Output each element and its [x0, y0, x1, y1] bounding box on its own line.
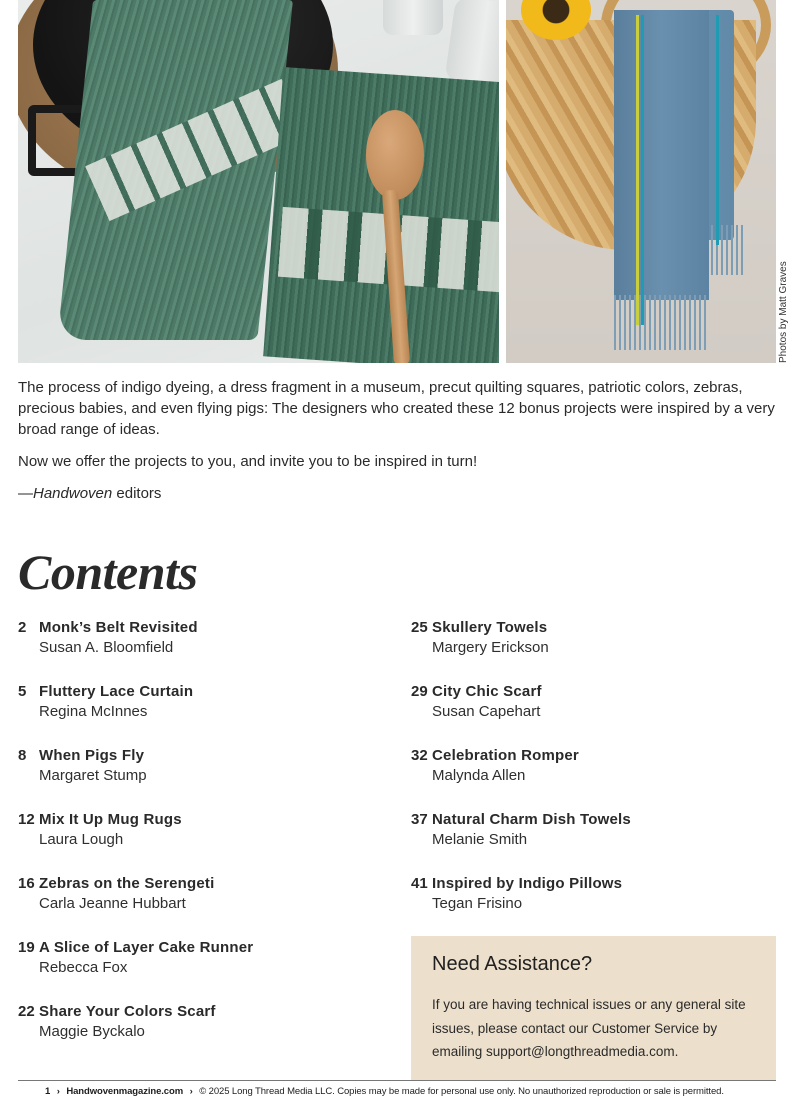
page-number: 1: [45, 1086, 51, 1097]
scarf-stripe: [716, 15, 719, 245]
website-link[interactable]: Handwovenmagazine.com: [66, 1086, 184, 1097]
toc-item[interactable]: [411, 618, 781, 682]
toc-page-number: 37: [411, 811, 428, 828]
toc-page-number: 29: [411, 683, 428, 700]
toc-author: Melanie Smith: [432, 831, 528, 848]
toc-item[interactable]: [18, 874, 388, 938]
chevron-right-icon: ›: [189, 1086, 193, 1097]
toc-page-number: 25: [411, 619, 428, 636]
chevron-right-icon: ›: [56, 1086, 60, 1097]
photo-skullery-towels: [18, 0, 499, 363]
toc-page-number: 41: [411, 875, 428, 892]
toc-author: Laura Lough: [39, 831, 124, 848]
toc-project-title[interactable]: Monk’s Belt Revisited: [39, 619, 198, 636]
toc-page-number: 8: [18, 747, 27, 764]
toc-item[interactable]: [18, 682, 388, 746]
contents-heading: Contents: [18, 544, 198, 600]
toc-page-number: 19: [18, 939, 35, 956]
pepper-shaker: [444, 0, 499, 89]
scarf-stripe: [636, 15, 639, 325]
toc-item[interactable]: [18, 1002, 388, 1066]
intro-text: [18, 377, 778, 515]
toc-project-title[interactable]: A Slice of Layer Cake Runner: [39, 939, 254, 956]
toc-project-title[interactable]: Celebration Romper: [432, 747, 579, 764]
toc-project-title[interactable]: Fluttery Lace Curtain: [39, 683, 194, 700]
toc-project-title[interactable]: Inspired by Indigo Pillows: [432, 875, 623, 892]
scarf-fringe: [614, 295, 709, 350]
toc-item[interactable]: [411, 682, 781, 746]
assistance-title: Need Assistance?: [432, 953, 593, 975]
assistance-text: If you are having technical issues or any general site issues, please contact our Customer Service by emailing: [432, 997, 746, 1059]
toc-item[interactable]: [18, 618, 388, 682]
toc-author: Susan Capehart: [432, 703, 541, 720]
toc-author: Malynda Allen: [432, 767, 526, 784]
support-email-link[interactable]: support@longthreadmedia.com: [486, 1044, 675, 1059]
toc-project-title[interactable]: Mix It Up Mug Rugs: [39, 811, 182, 828]
salt-shaker: [383, 0, 443, 35]
toc-author: Maggie Byckalo: [39, 1023, 145, 1040]
toc-right-column: [411, 618, 781, 938]
page-footer: [45, 1086, 724, 1097]
footer-divider: [18, 1080, 776, 1081]
photo-scarf-basket: [506, 0, 776, 363]
toc-project-title[interactable]: City Chic Scarf: [432, 683, 542, 700]
photo-credit: Photos by Matt Graves: [778, 261, 789, 363]
scarf-stripe: [641, 15, 644, 325]
toc-author: Rebecca Fox: [39, 959, 128, 976]
toc-author: Regina McInnes: [39, 703, 148, 720]
toc-page-number: 32: [411, 747, 428, 764]
toc-item[interactable]: [18, 938, 388, 1002]
toc-page-number: 12: [18, 811, 35, 828]
copyright-notice: © 2025 Long Thread Media LLC. Copies may be made for personal use only. No unauthorized reproduction or sale is permitted.: [199, 1086, 724, 1097]
toc-project-title[interactable]: Natural Charm Dish Towels: [432, 811, 631, 828]
toc-item[interactable]: [18, 746, 388, 810]
assistance-box: [411, 936, 776, 1080]
signature-editors: editors: [112, 485, 162, 502]
signature: [18, 483, 778, 504]
intro-paragraph: The process of indigo dyeing, a dress fragment in a museum, precut quilting squares, patriotic colors, zebras, precious babies, and even flying pigs: The designers who created these 12 bonus projects were inspired by a very broad range of ideas.: [18, 379, 775, 438]
toc-author: Margaret Stump: [39, 767, 147, 784]
toc-item[interactable]: [411, 810, 781, 874]
toc-author: Susan A. Bloomfield: [39, 639, 174, 656]
toc-page-number: 5: [18, 683, 27, 700]
scarf-front-layer: [614, 10, 709, 300]
assistance-body: [432, 993, 762, 1064]
toc-project-title[interactable]: Share Your Colors Scarf: [39, 1003, 216, 1020]
toc-page-number: 16: [18, 875, 35, 892]
toc-item[interactable]: [18, 810, 388, 874]
signature-publication: Handwoven: [33, 485, 113, 502]
toc-project-title[interactable]: When Pigs Fly: [39, 747, 145, 764]
toc-left-column: [18, 618, 388, 1066]
toc-item[interactable]: [411, 874, 781, 938]
assistance-text-end: .: [674, 1044, 679, 1059]
toc-project-title[interactable]: Skullery Towels: [432, 619, 548, 636]
toc-page-number: 22: [18, 1003, 35, 1020]
toc-page-number: 2: [18, 619, 27, 636]
toc-project-title[interactable]: Zebras on the Serengeti: [39, 875, 215, 892]
wooden-spoon: [366, 110, 424, 200]
toc-author: Tegan Frisino: [432, 895, 523, 912]
signature-dash: —: [18, 485, 33, 502]
toc-item[interactable]: [411, 746, 781, 810]
toc-author: Carla Jeanne Hubbart: [39, 895, 186, 912]
toc-author: Margery Erickson: [432, 639, 549, 656]
intro-paragraph: Now we offer the projects to you, and invite you to be inspired in turn!: [18, 453, 478, 470]
